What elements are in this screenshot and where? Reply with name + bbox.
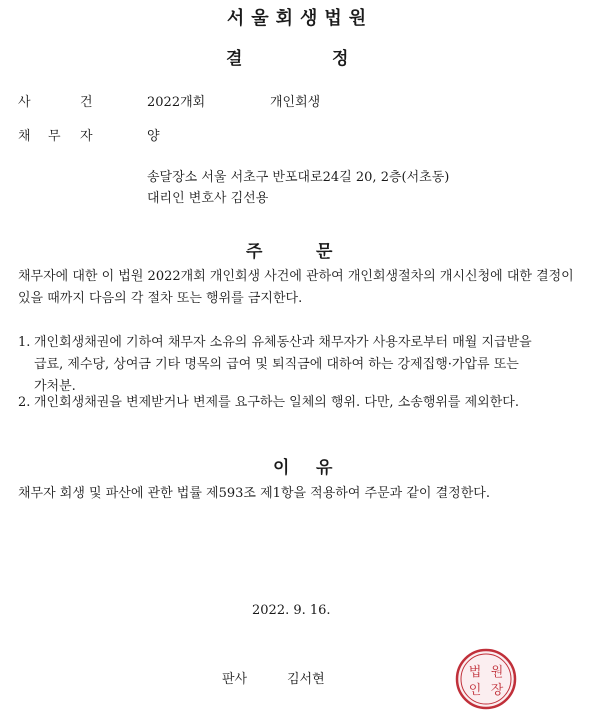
debtor-label-char-3: 자: [80, 129, 93, 144]
decision-date: 2022. 9. 16.: [252, 603, 331, 618]
seal-icon: [455, 648, 517, 710]
order-item-1-text: 개인회생채권에 기하여 채무자 소유의 유체동산과 채무자가 사용자로부터 매월 지급받을 급료, 제수당, 상여금 기타 명목의 급여 및 퇴직금에 대하여 하는 강제집행·가압류 또는 가처분.: [34, 335, 532, 394]
case-label-char-1: 사: [18, 95, 31, 110]
case-type: 개인회생: [270, 95, 321, 110]
court-seal-stamp: [455, 648, 517, 710]
case-number: 2022개회: [147, 95, 206, 110]
order-item-2-number: 2.: [18, 395, 31, 410]
judge-title: 판사: [222, 672, 248, 687]
reason-text: 채무자 회생 및 파산에 관한 법률 제593조 제1항을 적용하여 주문과 같이 결정한다.: [18, 486, 490, 501]
debtor-label-char-1: 채: [18, 129, 31, 144]
doc-title-right: 정: [332, 49, 349, 69]
legal-agent: 대리인 변호사 김선용: [147, 191, 269, 206]
reason-heading-right: 유: [316, 458, 333, 478]
order-heading-left: 주: [246, 242, 263, 262]
reason-heading-left: 이: [273, 458, 290, 478]
order-heading-right: 문: [316, 242, 333, 262]
seal-char-3: 인: [468, 683, 482, 698]
debtor-name: 양: [147, 129, 160, 144]
order-item-1-number: 1.: [18, 335, 31, 350]
case-label-char-2: 건: [80, 95, 93, 110]
service-address: 송달장소 서울 서초구 반포대로24길 20, 2층(서초동): [147, 170, 450, 185]
order-item-2-text: 개인회생채권을 변제받거나 변제를 요구하는 일체의 행위. 다만, 소송행위를 제외한다.: [34, 395, 519, 410]
seal-char-4: 장: [490, 683, 504, 698]
court-name: 서울회생법원: [226, 8, 374, 29]
judge-name: 김서현: [287, 672, 325, 687]
doc-title-left: 결: [226, 49, 243, 69]
debtor-label-char-2: 무: [48, 129, 61, 144]
seal-char-2: 원: [490, 665, 504, 680]
seal-char-1: 법: [468, 665, 482, 680]
order-intro: 채무자에 대한 이 법원 2022개회 개인회생 사건에 관하여 개인회생절차의 개시신청에 대한 결정이 있을 때까지 다음의 각 절차 또는 행위를 금지한다.: [18, 269, 574, 306]
